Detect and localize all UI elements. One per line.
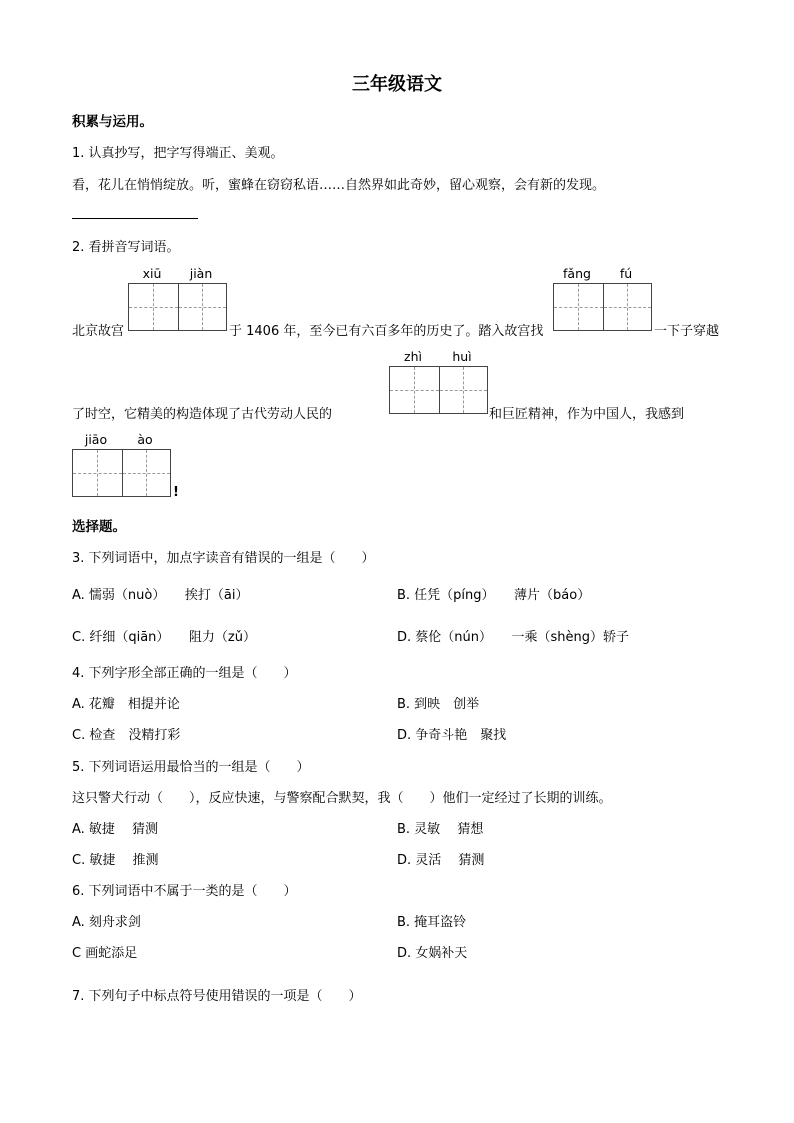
question-5-prompt: 5. 下列词语运用最恰当的一组是（ ） bbox=[72, 760, 310, 775]
section-heading-choice: 选择题。 bbox=[72, 519, 126, 535]
pinyin-label: fǎng bbox=[563, 266, 591, 281]
question-6-option-d[interactable]: D. 女娲补天 bbox=[397, 946, 468, 961]
question-1-answer-line[interactable] bbox=[72, 218, 198, 219]
question-1-prompt: 1. 认真抄写，把字写得端正、美观。 bbox=[72, 146, 284, 161]
question-4-option-c[interactable]: C. 检查 没精打彩 bbox=[72, 728, 181, 743]
question-2-prompt: 2. 看拼音写词语。 bbox=[72, 240, 180, 255]
tianzige-answer-box-1[interactable] bbox=[128, 283, 227, 331]
pinyin-label: jiàn bbox=[189, 266, 213, 281]
question-5-option-a[interactable]: A. 敏捷 猜测 bbox=[72, 822, 159, 837]
tianzige-cell[interactable] bbox=[603, 284, 652, 330]
question-4-option-a[interactable]: A. 花瓣 相提并论 bbox=[72, 697, 180, 712]
question-6-option-c[interactable]: C 画蛇添足 bbox=[72, 946, 138, 961]
question-3-prompt: 3. 下列词语中，加点字读音有错误的一组是（ ） bbox=[72, 551, 375, 566]
tianzige-answer-box-2[interactable] bbox=[553, 283, 652, 331]
tianzige-cell[interactable] bbox=[178, 284, 227, 330]
pinyin-label: fú bbox=[619, 266, 633, 281]
question-5-sentence: 这只警犬行动（ ），反应快速，与警察配合默契，我（ ）他们一定经过了长期的训练。 bbox=[72, 791, 612, 806]
question-4-option-b[interactable]: B. 到映 创举 bbox=[397, 697, 480, 712]
fill-text-line2-a: 了时空，它精美的构造体现了古代劳动人民的 bbox=[72, 407, 333, 422]
question-5-option-d[interactable]: D. 灵活 猜测 bbox=[397, 853, 485, 868]
pinyin-label: huì bbox=[452, 349, 472, 364]
fill-text-line1-a: 北京故宫 bbox=[72, 324, 125, 339]
question-6-prompt: 6. 下列词语中不属于一类的是（ ） bbox=[72, 884, 297, 899]
tianzige-cell[interactable] bbox=[554, 284, 603, 330]
section-heading-accumulation: 积累与运用。 bbox=[72, 114, 153, 130]
question-3-option-d[interactable]: D. 蔡伦（nún） 一乘（shèng）轿子 bbox=[397, 630, 629, 645]
question-3-option-c[interactable]: C. 纤细（qiān） 阻力（zǔ） bbox=[72, 630, 256, 645]
exclamation-mark: ! bbox=[173, 485, 179, 500]
tianzige-cell[interactable] bbox=[122, 450, 171, 496]
question-4-prompt: 4. 下列字形全部正确的一组是（ ） bbox=[72, 666, 297, 681]
tianzige-answer-box-4[interactable] bbox=[72, 449, 171, 497]
question-4-option-d[interactable]: D. 争奇斗艳 聚找 bbox=[397, 728, 507, 743]
page-title: 三年级语文 bbox=[352, 74, 442, 95]
fill-text-line2-b: 和巨匠精神，作为中国人，我感到 bbox=[489, 407, 685, 422]
question-6-option-a[interactable]: A. 刻舟求剑 bbox=[72, 915, 141, 930]
pinyin-label: zhì bbox=[404, 349, 422, 364]
question-1-copy-text: 看，花儿在悄悄绽放。听，蜜蜂在窃窃私语……自然界如此奇妙，留心观察，会有新的发现。 bbox=[72, 178, 606, 193]
pinyin-label: xiū bbox=[142, 266, 162, 281]
fill-text-line1-b: 于 1406 年，至今已有六百多年的历史了。踏入故宫找 bbox=[229, 324, 544, 339]
tianzige-cell[interactable] bbox=[390, 367, 439, 413]
tianzige-cell[interactable] bbox=[439, 367, 488, 413]
fill-text-line1-c: 一下子穿越 bbox=[654, 324, 720, 339]
tianzige-cell[interactable] bbox=[129, 284, 178, 330]
tianzige-answer-box-3[interactable] bbox=[389, 366, 488, 414]
question-3-option-b[interactable]: B. 任凭（píng） 薄片（báo） bbox=[397, 588, 591, 603]
pinyin-label: ào bbox=[137, 432, 153, 447]
question-7-prompt: 7. 下列句子中标点符号使用错误的一项是（ ） bbox=[72, 989, 362, 1004]
question-3-option-a[interactable]: A. 懦弱（nuò） 挨打（āi） bbox=[72, 588, 249, 603]
question-5-option-c[interactable]: C. 敏捷 推测 bbox=[72, 853, 159, 868]
tianzige-cell[interactable] bbox=[73, 450, 122, 496]
question-6-option-b[interactable]: B. 掩耳盗铃 bbox=[397, 915, 467, 930]
question-5-option-b[interactable]: B. 灵敏 猜想 bbox=[397, 822, 484, 837]
pinyin-label: jiāo bbox=[84, 432, 108, 447]
